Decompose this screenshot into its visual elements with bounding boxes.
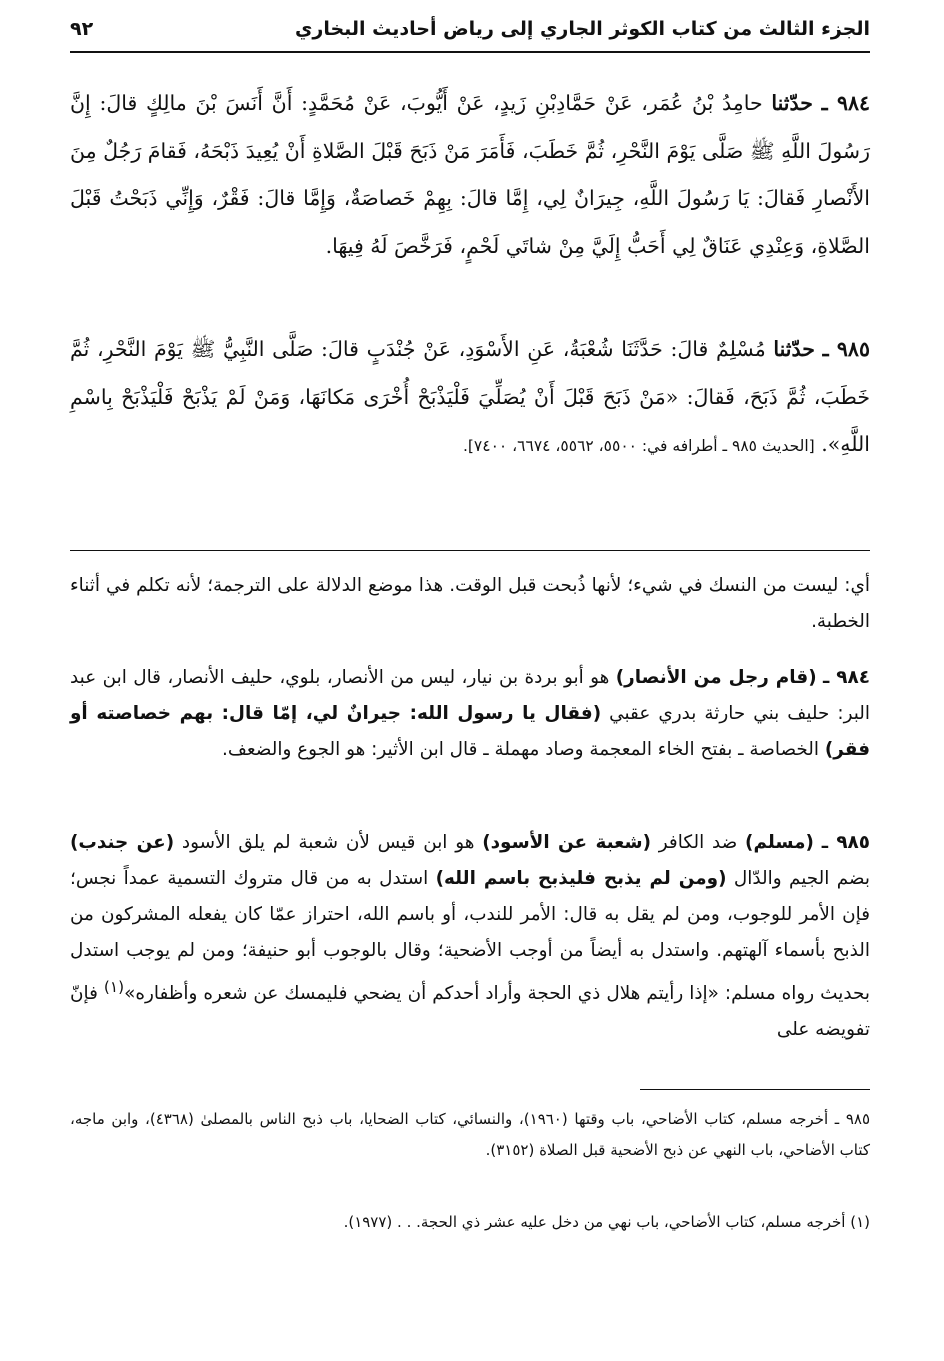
hadith-reference: [الحديث ٩٨٥ ـ أطرافه في: ٥٥٠٠، ٥٥٦٢، ٦٦٧٤، ٧٤٠٠]. — [462, 437, 815, 455]
running-header-title: الجزء الثالث من كتاب الكوثر الجاري إلى رياض أحاديث البخاري — [294, 18, 870, 40]
commentary-984 — [70, 660, 870, 768]
commentary-number: ٩٨٥ ـ — [821, 832, 871, 853]
footnote-985: ٩٨٥ ـ أخرجه مسلم، كتاب الأضاحي، باب وقتها (١٩٦٠)، والنسائي، كتاب الضحايا، باب ذبح الناس بالمصلىٰ (٤٣٦٨)، وابن ماجه، كتاب الأضاحي، باب النهي عن ذبح الأضحية قبل الصلاة (٣١٥٢). — [70, 1110, 870, 1159]
book-page — [70, 0, 870, 1361]
commentary-text: فإنّ تفويضه على — [70, 983, 870, 1041]
quoted-phrase: (عن جندب) — [70, 832, 175, 853]
hadith-985 — [70, 326, 870, 471]
quoted-phrase: (فقال يا رسول الله: جيرانٌ لي، إمّا قال: بهم خصاصته أو فقر) — [70, 703, 870, 760]
commentary-985 — [70, 825, 870, 1048]
commentary-text: هو أبو بردة بن نيار، ليس من الأنصار، بلوي، حليف الأنصار، قال ابن عبد البر: حليف بني حارثة بدري عقبي — [70, 667, 870, 724]
commentary-number: ٩٨٤ ـ — [823, 667, 870, 688]
footnote-1: (١) أخرجه مسلم، كتاب الأضاحي، باب نهي من دخل عليه عشر ذي الحجة. . . (١٩٧٧). — [343, 1213, 870, 1231]
commentary-text: هو ابن قيس لأن شعبة لم يلق الأسود — [174, 832, 483, 853]
footnote-marker: (١) — [103, 978, 125, 996]
hadith-text: مُسْلِمٌ قالَ: حَدَّثَنَا شُعْبَةُ، عَنِ الأَسْوَدِ، عَنْ جُنْدَبٍ قالَ: صَلَّى النَّبِيُّ ﷺ يَوْمَ النَّحْرِ، ثُمَّ خَطَبَ، ثُمَّ ذَبَحَ، فَقالَ: «مَنْ ذَبَحَ قَبْلَ أَنْ يُصَلِّيَ فَلْيَذْبَحْ أُخْرَى مَكانَهَا، وَمَنْ لَمْ يَذْبَحْ فَلْيَذْبَحْ بِاسْمِ اللَّهِ». — [70, 337, 870, 456]
footnote-divider — [640, 1089, 870, 1090]
quoted-phrase: (قام رجل من الأنصار) — [615, 667, 817, 688]
hadith-lead: حدّثنا — [771, 91, 813, 115]
hadith-number: ٩٨٥ ـ — [822, 337, 870, 361]
commentary-text: ضد الكافر — [651, 832, 746, 853]
quoted-phrase: (ومن لم يذبح فليذبح باسم الله) — [435, 868, 727, 889]
commentary-text: استدل به من قال متروك التسمية عمداً نجس؛ فإن الأمر للوجوب، ومن لم يقل به قال: الأمر للندب، أو باسم الله، احتراز عمّا كان يفعله المشركون من الذبح بأسماء آلهتهم. واستدل به أيضاً من أوجب الأضحية؛ وقال بالوجوب أبو حنيفة؛ ومن لم يوجب استدل بحديث رواه مسلم: «إذا رأيتم هلال ذي الحجة وأراد أحدكم أن يضحي فليمسك عن شعره وأظفاره» — [70, 868, 870, 1005]
quoted-phrase: (شعبة عن الأسود) — [482, 832, 651, 853]
header-rule — [70, 51, 870, 53]
quoted-phrase: (مسلم) — [745, 832, 814, 853]
running-header — [70, 18, 870, 48]
hadith-lead: حدّثنا — [773, 337, 815, 361]
commentary-intro: أي: ليست من النسك في شيء؛ لأنها ذُبحت قبل الوقت. هذا موضع الدلالة على الترجمة؛ لأنه تكلم في أثناء الخطبة. — [70, 575, 870, 632]
page-number: ٩٢ — [70, 18, 94, 40]
hadith-984 — [70, 80, 870, 270]
commentary-text: الخصاصة ـ بفتح الخاء المعجمة وصاد مهملة ـ قال ابن الأثير: هو الجوع والضعف. — [222, 739, 825, 760]
hadith-text: حامِدُ بْنُ عُمَر، عَنْ حَمَّادِبْنِ زَيدٍ، عَنْ أَيُّوبَ، عَنْ مُحَمَّدٍ: أَنَّ أَنَسَ بْنَ مالِكٍ قالَ: إِنَّ رَسُولَ اللَّهِ ﷺ صَلَّى يَوْمَ النَّحْرِ، ثُمَّ خَطَبَ، فَأَمَرَ مَنْ ذَبَحَ قَبْلَ الصَّلاةِ أَنْ يُعِيدَ ذَبْحَهُ، فَقامَ رَجُلٌ مِنَ الأَنْصارِ فَقالَ: يَا رَسُولَ اللَّهِ، جِيرَانٌ لِي، إِمَّا قالَ: بِهِمْ خَصاصَةٌ، وَإِمَّا قالَ: فَقْرٌ، وَإِنِّي ذَبَحْتُ قَبْلَ الصَّلاةِ، وَعِنْدِي عَنَاقٌ لِي أَحَبُّ إِلَيَّ مِنْ شاتَي لَحْمٍ، فَرَخَّصَ لَهُ فِيهَا. — [70, 91, 870, 258]
section-divider — [70, 550, 870, 551]
commentary-text: بضم الجيم والدّال — [726, 868, 871, 889]
hadith-number: ٩٨٤ ـ — [821, 91, 870, 115]
